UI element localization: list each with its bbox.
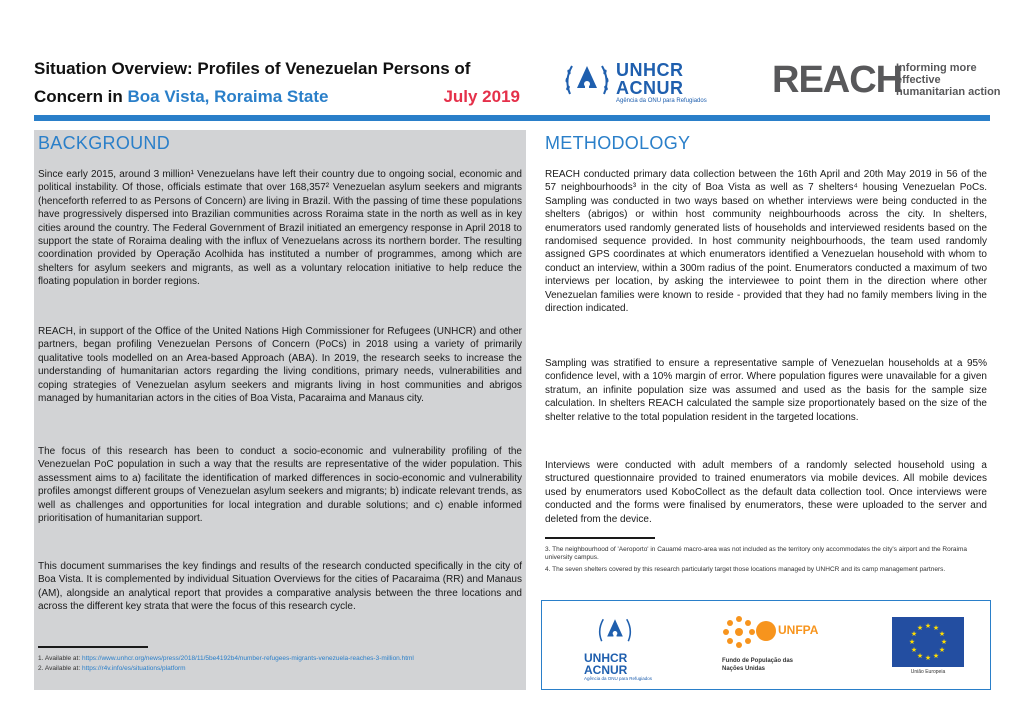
footnote-2-link[interactable]: https://r4v.info/es/situations/platform [81,665,186,672]
footnote-4: 4. The seven shelters covered by this research particularly target those locations managed by UNHCR and its camp management partners. [545,566,946,573]
svg-text:★: ★ [908,639,916,646]
partner-acnur-word: ACNUR [584,663,628,677]
unhcr-emblem-small-icon [595,613,635,649]
methodology-footnote-rule [545,537,655,539]
un-emblem-icon [756,621,776,641]
footnote-2-label: 2. Available at: [38,665,82,672]
reach-wordmark: REACH [772,59,903,101]
svg-text:★: ★ [910,647,918,654]
footnote-1-link[interactable]: https://www.unhcr.org/news/press/2018/11/5be4192b4/number-refugees-migrants-venezuela-reaches-3-million.html [81,655,414,662]
background-paragraph-2: REACH, in support of the Office of the United Nations High Commissioner for Refugees (UNHCR) and other partners, began profiling Venezuelan Persons of Concern (PoCs) in 2018 using a variety of primarily qualitative tools modelled on an Area-based Approach (ABA). In 2019, the research seeks to increase the understanding of humanitarian actors regarding the living conditions, primary needs, vulnerabilities and coping strategies of Venezuelan asylum seekers and migrants living in host communities and abrigos managed by humanitarian actors in the cities of Boa Vista, Pacaraima and Manaus city. [38,326,522,405]
unfpa-dots-icon [722,615,756,649]
background-footnote-rule [38,646,148,648]
unfpa-wordmark: UNFPA [778,623,819,637]
background-paragraph-3: The focus of this research has been to conduct a socio-economic and vulnerability profiling of the Venezuelan PoC population in such a way that the results are representative of the wider population. This assessment aims to a) facilitate the identification of marked differences in socio-economic and vulnerability profiles amongst different groups of Venezuelan asylum seekers and migrants; b) indicate relevant trends, as well as challenges and opportunities for local integration and durable solutions; and c) enable informed prioritisation of humanitarian support. [38,446,522,525]
svg-text:★: ★ [916,625,924,632]
unhcr-subtitle: Agência da ONU para Refugiados [616,98,707,104]
background-paragraph-1: Since early 2015, around 3 million¹ Venezuelans have left their country due to ongoing social, economic and political instability. Of those, officials estimate that over 168,357² Venezuelan asylum seekers and migrants (henceforth referred to as Persons of Concern) are living in Brazil. With the passing of time these populations have progressively dispersed into Brazilian communities across Roraima state in the north as well as in key cities around the country. The Federal Government of Brazil initiated an emergency response in April 2018 to support the state of Roraima dealing with the influx of Venezuelans across its northern border. The resulting coordination provided by Operação Acolhida has instituted a number of programmes, among which are shelters for asylum seekers and migrants, as well as a voluntary relocation initiative to help reduce the floating population in border regions. [38,169,522,288]
reach-logo [772,60,1002,104]
page-title-line1: Situation Overview: Profiles of Venezuelan Persons of [34,59,471,78]
unhcr-emblem-icon [562,58,612,104]
svg-text:★: ★ [940,639,948,646]
partner-unhcr-word: UNHCR [584,651,628,665]
methodology-paragraph-3: Interviews were conducted with adult members of a randomly selected household using a structured questionnaire provided to trained enumerators via mobile devices. All mobile devices used by enumerators used KoboCollect as the default data collection tool. Once interviews were conducted and the forms were finalised by enumerators, these were uploaded to the server and deleted from the device. [545,460,987,525]
svg-text:★: ★ [924,623,932,630]
svg-text:★: ★ [938,647,946,654]
methodology-paragraph-2: Sampling was stratified to ensure a representative sample of Venezuelan households at a 95% confidence level, with a 10% margin of error. Where population figures were unavailable for a given stratum, an infinite population size was assumed and used as the basis for the sample size calculation. In shelters REACH calculated the sample size proportionately based on the size of the shelter relative to the total population resident in the targeted locations. [545,358,987,423]
footnote-1 [38,655,522,663]
background-paragraph-4: This document summarises the key findings and results of the research conducted specifically in the city of Boa Vista. It is complemented by individual Situation Overviews for the cities of Pacaraima (RR) and Manaus (AM), alongside an analytical report that provides a comparative analysis between the three locations and across the different key strata that were the focus of this research cycle. [38,561,522,613]
svg-text:★: ★ [938,631,946,638]
svg-text:★: ★ [924,655,932,662]
unfpa-subtitle: Fundo de População das Nações Unidas [722,658,794,672]
methodology-heading: METHODOLOGY [545,133,691,153]
svg-text:★: ★ [932,625,940,632]
partner-unhcr-sub: Agência da ONU para Refugiados [584,676,653,681]
unhcr-logo [562,58,732,106]
report-date: July 2019 [443,87,520,106]
methodology-paragraph-1: REACH conducted primary data collection between the 16th April and 20th May 2019 in 56 of the 57 neighbourhoods³ in the city of Boa Vista as well as 7 shelters⁴ housing Venezuelan PoCs. Sampling was conducted in two ways based on whether interviews were being conducted in the shelters (abrigos) or within host community neighbourhoods across the city. In shelters, enumerators used randomly generated lists of households and interviewed residents based on the randomised sequence provided. In host community neighbourhoods, the team used randomly assigned GPS coordinates at which enumerators identified a Venezuelan household with whom to conduct an interview, within a 300m radius of the point. Enumerators conducted a maximum of two interviews per location, by asking the interviewee to point them in the direction where other Venezuelan families were known to reside - provided that they had no family members living in the direction indicated. [545,169,987,315]
eu-stars-icon [892,617,964,667]
svg-text:★: ★ [910,631,918,638]
partner-logos-box [541,600,991,690]
svg-text:★: ★ [932,653,940,660]
title-location: Boa Vista, Roraima State [127,87,329,106]
eu-flag-icon [892,617,964,667]
svg-text:★: ★ [916,653,924,660]
footnote-2 [38,665,522,673]
unhcr-wordmark: UNHCR [616,60,684,80]
header-divider [34,115,990,121]
footnote-3: 3. The neighbourhood of 'Aeroporto' in Cauamé macro-area was not included as the territory only accommodates the city's airport and the Roraima university campus. [545,546,967,561]
partner-unhcr-logo [582,613,652,679]
page-header [34,55,534,111]
reach-tagline: Informing more effective humanitarian action [896,62,1001,98]
background-heading: BACKGROUND [38,133,171,153]
footnote-1-label: 1. Available at: [38,655,82,662]
partner-unfpa-logo [722,615,819,679]
title-prefix: Concern in [34,87,128,106]
acnur-wordmark: ACNUR [616,78,684,98]
partner-eu-logo [892,617,964,675]
eu-label: União Europeia [910,669,946,675]
